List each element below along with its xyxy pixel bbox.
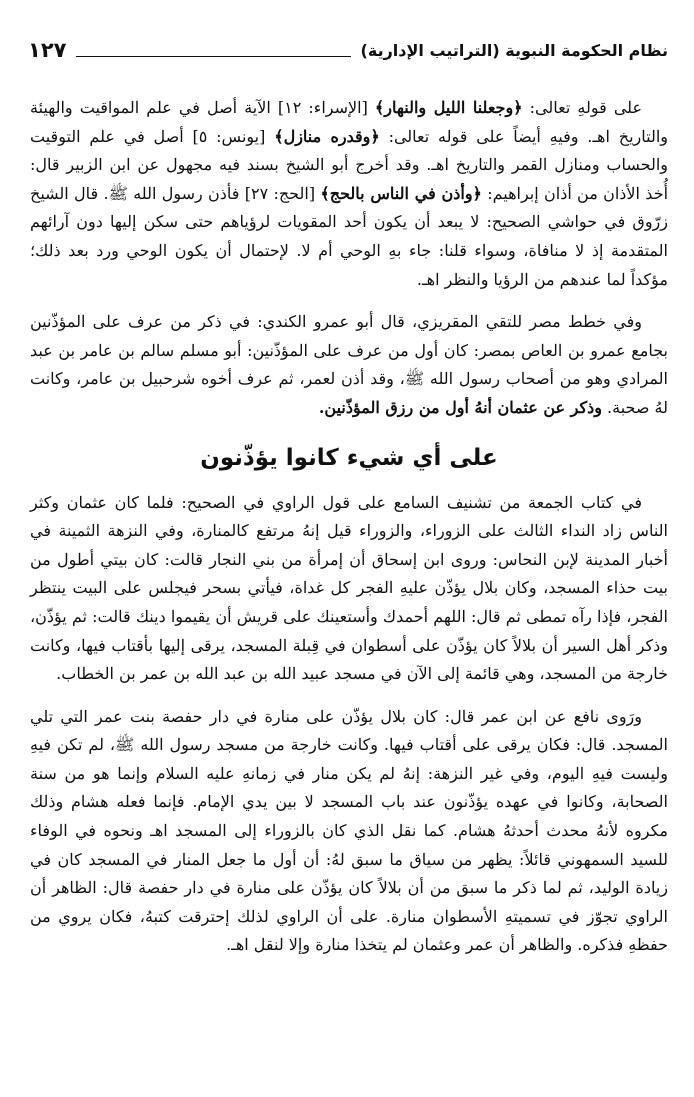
section-heading: على أي شيء كانوا يؤذّنون xyxy=(200,444,498,471)
p1-text-c: [يونس: ٥] أصل في علم التوقيت والحساب ومنازل القمر والتاريخ اهـ. وقد أخرج أبو الشيخ بسند فيه مجهول عن ابن الزبير قال: أُخذ الأذان من أذان إبراهيم: xyxy=(30,126,669,203)
p1-text-d: [الحج: ٢٧] فأذن رسول الله ﷺ. قال الشيخ زرّوق في حواشي الصحيح: لا يبعد أن يكون أحد المقويات لرؤياهم حتى سكن إليها دون آرائهم المتقدمة إذ لا منافاة، وسواء قلنا: جاء بهِ الوحي أم لا. لإحتمال أن يكون الوحي ورد بعد ذلك؛ مؤكداً لما عندهم من الرؤيا والنظر اهـ. xyxy=(30,183,668,289)
quran-verse-2: ﴿وقدره منازل﴾ xyxy=(274,126,380,146)
p2-text: وفي خطط مصر للتقي المقريزي، قال أبو عمرو الكندي: في ذكر من عرف على المؤذّنين بجامع عمرو بن العاص بمصر: كان أول من عرف على المؤذّنين: أبو مسلم سالم بن عامر بن عبد المرادي وهو من أصحاب رسول الله ﷺ، وقد أذن لعمر، ثم عرف أخوه شرحبيل بن عامر، وكانت لهُ صحبة. xyxy=(30,312,668,417)
p1-text-b: [الإسراء: ١٢] الآية أصل في علم المواقيت والهيئة والتاريخ اهـ. وفيهِ أيضاً على قوله تعالى: xyxy=(30,98,669,146)
page-body xyxy=(30,94,668,960)
paragraph-2 xyxy=(30,308,668,422)
header-rule xyxy=(76,44,350,57)
paragraph-4: ورَوى نافع عن ابن عمر قال: كان بلال يؤذّن على منارة في دار حفصة بنت عمر التي تلي المسجد. قال: فكان يرقى على أقتاب فيها. وكانت خارجة من مسجد رسول الله ﷺ، لم تكن فيهِ وليست فيهِ اليوم، وفي غير النزهة: إنهُ لم يكن منار في زمانهِ عليه السلام وإنما هو من سنة الصحابة، وكانوا في عهده يؤذّنون عند باب المسجد لا بين يدي الإمام. فإنما فعله هشام وذلك مكروه لأنهُ محدث أحدثهُ هشام. كما نقل الذي كان بالزوراء إلى المسجد اهـ ونحوه في الوفاء للسيد السمهوني قائلاً: يظهر من سياق ما سبق لهُ: أن أول ما جعل المنار في المسجد كان في زيادة الوليد، ثم لما ذكر ما سبق من أن بلالاً كان يؤذّن على منارة في دار حفصة قال: الظاهر أن الراوي تجوّز في تسميتهِ الأسطوان منارة. على أن الراوي لذلك إحترقت كتبهُ، فكان يروي من حفظهِ فذكره. والظاهر أن عمر وعثمان لم يتخذا منارة وإلا لنقل اهـ. xyxy=(30,706,669,955)
paragraph-1 xyxy=(30,94,668,294)
p1-text-a: على قولهِ تعالى: xyxy=(522,98,643,117)
paragraph-3: في كتاب الجمعة من تشنيف السامع على قول الراوي في الصحيح: فلما كان عثمان وكثر الناس زاد النداء الثالث على الزوراء، والزوراء قيل إنهُ مرتفع كالمنارة، وفي النزهة الثمينة في أخبار المدينة لإبن النحاس: وروى ابن إسحاق أن إمرأة من بني النجار قالت: كان بيتي أطول من بيت حذاء المسجد، وكان بلال يؤذّن عليهِ الفجر كل غداة، فيأتي بسحر فيجلس على البيت ينتظر الفجر، فإذا رآه تمطى ثم قال: اللهم أحمدك وأستعينك على قريش أن يقيموا دينك قالت: ثم يؤذّن، وذكر أهل السير أن بلالاً كان يؤذّن على أسطوان في قِبلة المسجد، يرقى إليها بأقتاب فيها، وكانت خارجة من المسجد، وهي قائمة إلى الآن في مسجد عبيد الله بن عبد الله بن عمر بن الخطاب. xyxy=(30,492,668,684)
quran-verse-3: ﴿وأذن في الناس بالحج﴾ xyxy=(320,183,482,203)
quran-verse-1: ﴿وجعلنا الليل والنهار﴾ xyxy=(374,98,523,117)
page-number: ١٢٧ xyxy=(28,38,67,62)
running-head xyxy=(28,36,668,64)
p2-bold-sentence: وذكر عن عثمان أنهُ أول من رزق المؤذّنين. xyxy=(318,397,602,417)
book-title: نظام الحكومة النبوية (التراتيب الإدارية) xyxy=(360,40,668,60)
